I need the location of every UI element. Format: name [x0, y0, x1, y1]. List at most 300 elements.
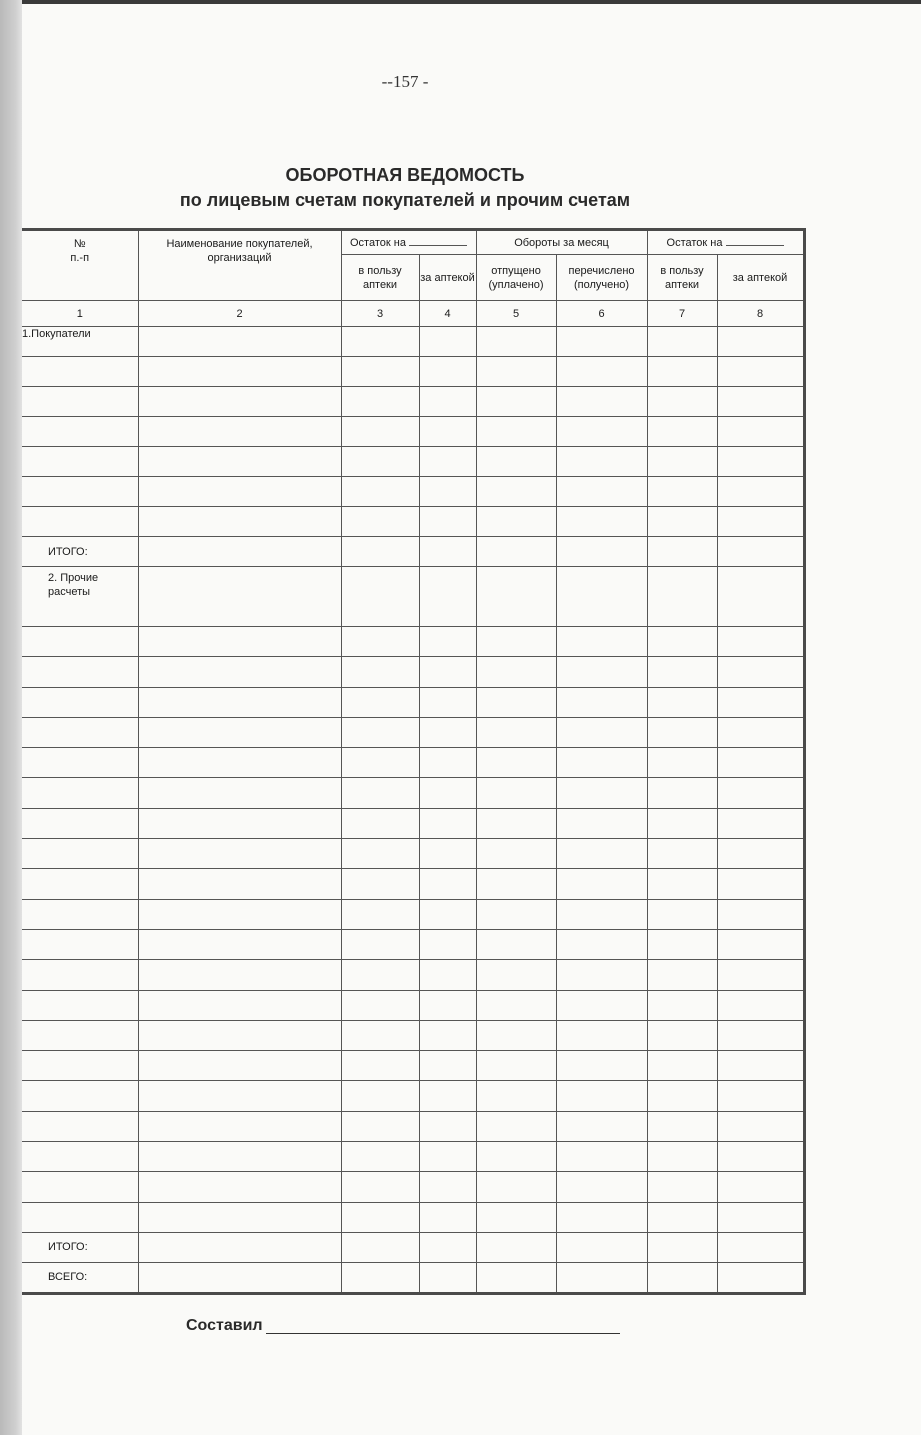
- table-cell: [476, 929, 556, 959]
- table-cell: [476, 567, 556, 627]
- table-row: [22, 417, 804, 447]
- table-cell: [556, 778, 647, 808]
- table-row: [22, 960, 804, 990]
- table-row: [22, 1051, 804, 1081]
- page-number: --157 -: [381, 72, 429, 91]
- table-cell: [138, 447, 341, 477]
- table-cell: [717, 1051, 804, 1081]
- table-row: [22, 477, 804, 507]
- table-cell: [717, 1232, 804, 1262]
- table-cell: [22, 687, 138, 717]
- table-cell: [419, 1081, 476, 1111]
- table-cell: [556, 537, 647, 567]
- compiled-by-label: Составил: [186, 1317, 263, 1334]
- table-cell: [138, 717, 341, 747]
- table-cell: [647, 567, 717, 627]
- table-cell: [341, 627, 419, 657]
- table-cell: [647, 537, 717, 567]
- table-cell: [22, 1142, 138, 1172]
- table-cell: [556, 717, 647, 747]
- header-number: № п.-п: [22, 230, 138, 301]
- header-sub7: в пользу аптеки: [647, 255, 717, 301]
- table-cell: [419, 839, 476, 869]
- header-sub8: за аптекой: [717, 255, 804, 301]
- table-cell: [341, 1081, 419, 1111]
- table-cell: [647, 627, 717, 657]
- table-cell: [556, 899, 647, 929]
- column-number: 5: [476, 301, 556, 327]
- header-turnover: Обороты за месяц: [476, 230, 647, 255]
- document-subtitle: по лицевым счетам покупателей и прочим счетам: [179, 190, 631, 210]
- column-number: 2: [138, 301, 341, 327]
- table-cell: [22, 1081, 138, 1111]
- table-cell: [556, 748, 647, 778]
- table-cell: [419, 1020, 476, 1050]
- table-cell: [556, 869, 647, 899]
- table-cell: [341, 1111, 419, 1141]
- table-row: [22, 748, 804, 778]
- table-cell: [138, 1020, 341, 1050]
- table-cell: [476, 447, 556, 477]
- table-cell: [556, 1202, 647, 1232]
- table-cell: [341, 447, 419, 477]
- table-row: [22, 567, 804, 627]
- table-cell: [341, 1051, 419, 1081]
- table-cell: [138, 929, 341, 959]
- table-cell: [556, 929, 647, 959]
- table-cell: [476, 687, 556, 717]
- table-cell: [138, 869, 341, 899]
- table-cell: [476, 507, 556, 537]
- table-cell: [647, 960, 717, 990]
- table-cell: [556, 507, 647, 537]
- table-cell: [138, 1232, 341, 1262]
- table-cell: [419, 327, 476, 357]
- table-cell: [647, 1081, 717, 1111]
- table-cell: [556, 808, 647, 838]
- table-cell: [22, 808, 138, 838]
- table-cell: [341, 1172, 419, 1202]
- subtotal-label: ИТОГО:: [22, 1232, 138, 1262]
- table-cell: [556, 839, 647, 869]
- table-cell: [138, 1111, 341, 1141]
- table-cell: [419, 387, 476, 417]
- table-cell: [476, 1262, 556, 1293]
- table-cell: [717, 657, 804, 687]
- table-row: [22, 327, 804, 357]
- header-balance-start-label: Остаток на: [350, 237, 406, 249]
- table-cell: [138, 1142, 341, 1172]
- table-cell: [138, 537, 341, 567]
- table-cell: [138, 657, 341, 687]
- table-cell: [22, 960, 138, 990]
- table-cell: [419, 808, 476, 838]
- table-cell: [476, 1081, 556, 1111]
- table-cell: [717, 778, 804, 808]
- table-cell: [419, 1051, 476, 1081]
- table-row: [22, 1111, 804, 1141]
- table-row: [22, 1262, 804, 1293]
- table-cell: [717, 1020, 804, 1050]
- header-balance-start: [341, 230, 476, 255]
- table-cell: [22, 1172, 138, 1202]
- table-cell: [22, 1202, 138, 1232]
- header-sub4: за аптекой: [419, 255, 476, 301]
- table-cell: [647, 687, 717, 717]
- table-cell: [556, 387, 647, 417]
- table-cell: [341, 567, 419, 627]
- table-cell: [556, 990, 647, 1020]
- table-cell: [419, 357, 476, 387]
- table-cell: [341, 778, 419, 808]
- table-cell: [138, 507, 341, 537]
- table-cell: [341, 477, 419, 507]
- table-cell: [556, 477, 647, 507]
- table-cell: [717, 537, 804, 567]
- table-cell: [717, 387, 804, 417]
- table-cell: [717, 507, 804, 537]
- table-cell: [341, 990, 419, 1020]
- table-cell: [647, 507, 717, 537]
- table-cell: [22, 447, 138, 477]
- table-cell: [647, 1051, 717, 1081]
- header-name: Наименование покупателей, организаций: [138, 230, 341, 301]
- table-cell: [556, 627, 647, 657]
- table-cell: [341, 717, 419, 747]
- table-cell: [22, 477, 138, 507]
- table-cell: [341, 1232, 419, 1262]
- table-cell: [717, 567, 804, 627]
- table-cell: [476, 839, 556, 869]
- table-cell: [419, 1202, 476, 1232]
- table-cell: [476, 417, 556, 447]
- section-label-buyers: 1.Покупатели: [22, 327, 138, 357]
- table-cell: [647, 417, 717, 447]
- table-cell: [556, 1081, 647, 1111]
- table-cell: [138, 960, 341, 990]
- table-cell: [419, 717, 476, 747]
- table-cell: [647, 1232, 717, 1262]
- date-blank: [409, 235, 467, 246]
- header-balance-end-label: Остаток на: [666, 237, 723, 249]
- date-blank: [726, 235, 784, 246]
- table-cell: [647, 778, 717, 808]
- table-cell: [717, 357, 804, 387]
- table-cell: [341, 869, 419, 899]
- page-top-edge: [22, 0, 921, 4]
- table-row: [22, 839, 804, 869]
- table-cell: [138, 1081, 341, 1111]
- table-cell: [647, 1142, 717, 1172]
- table-cell: [138, 899, 341, 929]
- table-cell: [341, 1202, 419, 1232]
- table-cell: [22, 627, 138, 657]
- table-cell: [476, 748, 556, 778]
- table-cell: [138, 357, 341, 387]
- table-cell: [717, 327, 804, 357]
- table-cell: [647, 657, 717, 687]
- table-cell: [419, 507, 476, 537]
- table-cell: [22, 507, 138, 537]
- table-cell: [647, 808, 717, 838]
- table-cell: [556, 357, 647, 387]
- table-cell: [717, 1142, 804, 1172]
- table-cell: [419, 537, 476, 567]
- table-cell: [647, 839, 717, 869]
- table-row: [22, 1081, 804, 1111]
- table-cell: [22, 839, 138, 869]
- table-cell: [476, 899, 556, 929]
- table-row: [22, 1020, 804, 1050]
- table-cell: [138, 1172, 341, 1202]
- table-cell: [476, 1232, 556, 1262]
- table-cell: [341, 537, 419, 567]
- table-cell: [22, 1020, 138, 1050]
- table-cell: [419, 1232, 476, 1262]
- table-cell: [647, 748, 717, 778]
- table-row: [22, 687, 804, 717]
- table-cell: [419, 1172, 476, 1202]
- header-sub6: перечислено (получено): [556, 255, 647, 301]
- table-row: [22, 357, 804, 387]
- table-cell: [138, 748, 341, 778]
- table-cell: [476, 357, 556, 387]
- column-number: 8: [717, 301, 804, 327]
- table-cell: [419, 869, 476, 899]
- table-cell: [22, 1051, 138, 1081]
- table-cell: [138, 417, 341, 447]
- table-cell: [419, 627, 476, 657]
- table-cell: [341, 960, 419, 990]
- table-cell: [647, 1172, 717, 1202]
- table-cell: [717, 1081, 804, 1111]
- column-number: 3: [341, 301, 419, 327]
- table-cell: [556, 417, 647, 447]
- table-cell: [341, 899, 419, 929]
- table-cell: [22, 990, 138, 1020]
- turnover-ledger-table: [22, 228, 806, 1295]
- table-cell: [22, 748, 138, 778]
- table-cell: [476, 657, 556, 687]
- column-number: 7: [647, 301, 717, 327]
- table-cell: [476, 1111, 556, 1141]
- table-cell: [476, 627, 556, 657]
- table-cell: [476, 808, 556, 838]
- table-row: [22, 627, 804, 657]
- table-cell: [138, 1051, 341, 1081]
- table-row: [22, 808, 804, 838]
- table-cell: [556, 1051, 647, 1081]
- table-cell: [419, 1142, 476, 1172]
- table-cell: [419, 477, 476, 507]
- table-row: [22, 929, 804, 959]
- table-cell: [647, 327, 717, 357]
- table-row: [22, 869, 804, 899]
- table-cell: [717, 899, 804, 929]
- table-cell: [556, 447, 647, 477]
- table-cell: [717, 1172, 804, 1202]
- table-cell: [717, 808, 804, 838]
- table-cell: [22, 717, 138, 747]
- table-cell: [476, 869, 556, 899]
- table-cell: [476, 717, 556, 747]
- table-cell: [138, 477, 341, 507]
- table-cell: [341, 357, 419, 387]
- table-cell: [647, 357, 717, 387]
- table-cell: [138, 1262, 341, 1293]
- table-cell: [647, 447, 717, 477]
- table-row: [22, 899, 804, 929]
- table-cell: [647, 1020, 717, 1050]
- table-cell: [476, 778, 556, 808]
- table-cell: [717, 839, 804, 869]
- header-balance-end: [647, 230, 804, 255]
- column-number: 6: [556, 301, 647, 327]
- table-cell: [476, 537, 556, 567]
- table-cell: [476, 1142, 556, 1172]
- book-spine: [0, 0, 22, 1435]
- table-cell: [341, 687, 419, 717]
- table-row: [22, 1142, 804, 1172]
- table-cell: [476, 1202, 556, 1232]
- table-cell: [717, 1262, 804, 1293]
- table-cell: [419, 748, 476, 778]
- table-cell: [556, 657, 647, 687]
- table-cell: [556, 1020, 647, 1050]
- table-cell: [341, 327, 419, 357]
- header-sub3: в пользу аптеки: [341, 255, 419, 301]
- table-cell: [341, 1142, 419, 1172]
- table-row: [22, 717, 804, 747]
- table-cell: [341, 748, 419, 778]
- table-cell: [647, 477, 717, 507]
- table-cell: [717, 627, 804, 657]
- table-cell: [476, 960, 556, 990]
- table-cell: [556, 687, 647, 717]
- table-cell: [419, 657, 476, 687]
- table-cell: [138, 839, 341, 869]
- table-cell: [22, 929, 138, 959]
- document-title: ОБОРОТНАЯ ВЕДОМОСТЬ: [285, 165, 525, 185]
- section-label-other: 2. Прочие расчеты: [22, 567, 138, 627]
- table-cell: [341, 808, 419, 838]
- table-row: [22, 507, 804, 537]
- table-cell: [138, 687, 341, 717]
- table-cell: [419, 417, 476, 447]
- table-cell: [717, 869, 804, 899]
- table-cell: [22, 387, 138, 417]
- table-cell: [556, 1172, 647, 1202]
- table-cell: [138, 567, 341, 627]
- table-cell: [419, 447, 476, 477]
- table-cell: [22, 778, 138, 808]
- table-row: [22, 387, 804, 417]
- table-cell: [556, 567, 647, 627]
- table-cell: [419, 929, 476, 959]
- grand-total-label: ВСЕГО:: [22, 1262, 138, 1293]
- signature-line: [266, 1333, 620, 1334]
- table-cell: [341, 657, 419, 687]
- table-cell: [556, 1142, 647, 1172]
- table-cell: [647, 899, 717, 929]
- table-cell: [419, 687, 476, 717]
- table-cell: [556, 960, 647, 990]
- table-cell: [717, 990, 804, 1020]
- table-cell: [717, 1111, 804, 1141]
- table-cell: [647, 1202, 717, 1232]
- table-cell: [476, 327, 556, 357]
- subtotal-label: ИТОГО:: [22, 537, 138, 567]
- table-cell: [419, 960, 476, 990]
- table-cell: [419, 1111, 476, 1141]
- table-row: [22, 1172, 804, 1202]
- column-number: 1: [22, 301, 138, 327]
- table-cell: [556, 1111, 647, 1141]
- table-row: [22, 1232, 804, 1262]
- table-cell: [341, 839, 419, 869]
- table-cell: [476, 477, 556, 507]
- table-cell: [556, 1232, 647, 1262]
- table-row: [22, 657, 804, 687]
- table-cell: [717, 929, 804, 959]
- table-cell: [476, 387, 556, 417]
- table-cell: [341, 507, 419, 537]
- table-cell: [22, 869, 138, 899]
- table-cell: [717, 960, 804, 990]
- table-cell: [647, 717, 717, 747]
- table-cell: [138, 627, 341, 657]
- table-row: [22, 447, 804, 477]
- table-cell: [138, 327, 341, 357]
- table-cell: [22, 357, 138, 387]
- table-cell: [341, 387, 419, 417]
- table-cell: [138, 990, 341, 1020]
- table-cell: [717, 447, 804, 477]
- table-cell: [476, 1020, 556, 1050]
- table-cell: [138, 778, 341, 808]
- table-cell: [556, 1262, 647, 1293]
- table-cell: [647, 929, 717, 959]
- table-row: [22, 537, 804, 567]
- table-row: [22, 778, 804, 808]
- table-cell: [717, 1202, 804, 1232]
- table-cell: [22, 657, 138, 687]
- table-cell: [476, 1051, 556, 1081]
- table-cell: [341, 1262, 419, 1293]
- table-cell: [138, 1202, 341, 1232]
- table-row: [22, 1202, 804, 1232]
- table-cell: [647, 1262, 717, 1293]
- table-cell: [138, 808, 341, 838]
- table-cell: [647, 869, 717, 899]
- table-cell: [717, 417, 804, 447]
- table-cell: [22, 1111, 138, 1141]
- table-cell: [341, 1020, 419, 1050]
- table-cell: [419, 778, 476, 808]
- table-cell: [647, 1111, 717, 1141]
- table-cell: [419, 990, 476, 1020]
- column-number: 4: [419, 301, 476, 327]
- table-cell: [341, 929, 419, 959]
- table-cell: [22, 899, 138, 929]
- table-cell: [556, 327, 647, 357]
- table-cell: [717, 477, 804, 507]
- table-cell: [717, 748, 804, 778]
- table-row: [22, 990, 804, 1020]
- table-cell: [717, 687, 804, 717]
- header-sub5: отпущено (уплачено): [476, 255, 556, 301]
- table-cell: [476, 990, 556, 1020]
